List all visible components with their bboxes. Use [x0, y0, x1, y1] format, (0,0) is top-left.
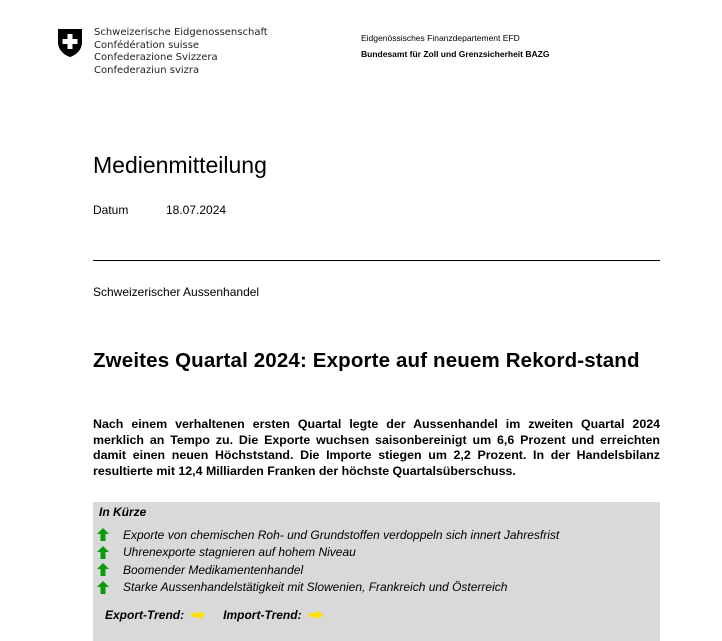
export-trend-label: Export-Trend:: [105, 608, 185, 622]
list-item: [97, 526, 559, 544]
confederation-name-it: Confederazione Svizzera: [94, 52, 218, 63]
date-label: Datum: [93, 203, 129, 217]
list-item: [97, 544, 559, 562]
green-up-arrow-icon: [97, 528, 109, 541]
topic-line: Schweizerischer Aussenhandel: [93, 285, 260, 299]
confederation-name-de: Schweizerische Eidgenossenschaft: [94, 27, 268, 38]
department-name: Eidgenössisches Finanzdepartement EFD: [361, 33, 520, 43]
import-trend-label: Import-Trend:: [223, 608, 302, 622]
confederation-name-fr: Confédération suisse: [94, 39, 200, 51]
date-value: 18.07.2024: [166, 203, 227, 217]
lead-paragraph: Nach einem verhaltenen ersten Quartal legte der Aussenhandel im zweiten Quartal 2024 merklich an Tempo zu. Die Exporte wuchsen saisonbereinigt um 6,6 Prozent und erreichten damit einen neuen Höchststand. Die Importe stiegen um 2,2 Prozent. In der Handelsbilanz resultierte mit 12,4 Milliarden Franken der höchste Quartalsüberschuss.: [93, 417, 660, 478]
confederation-name-rm: Confederaziun svizra: [94, 64, 200, 76]
list-item: [97, 579, 559, 597]
date-row: [93, 203, 227, 217]
list-item-text: Exporte von chemischen Roh- und Grundstoffen verdoppeln sich innert Jahresfrist: [123, 527, 560, 542]
list-item-text: Starke Aussenhandelstätigkeit mit Slowenien, Frankreich und Österreich: [123, 580, 508, 595]
trend-row: [105, 608, 341, 622]
green-up-arrow-icon: [97, 563, 109, 576]
summary-box: [93, 502, 660, 641]
list-item: [97, 561, 559, 579]
yellow-right-arrow-icon: [309, 610, 323, 620]
summary-heading: In Kürze: [99, 505, 147, 519]
yellow-right-arrow-icon: [191, 610, 205, 620]
confederation-names: [94, 27, 268, 77]
document-type-title: Medienmitteilung: [93, 152, 267, 178]
swiss-crest-icon: [57, 28, 83, 58]
list-item-text: Boomender Medikamentenhandel: [123, 562, 304, 577]
divider-line: [93, 260, 660, 261]
green-up-arrow-icon: [97, 581, 109, 594]
green-up-arrow-icon: [97, 546, 109, 559]
department-block: [361, 30, 549, 62]
office-name: Bundesamt für Zoll und Grenzsicherheit BAZG: [361, 49, 550, 59]
summary-list: [97, 526, 559, 596]
headline: Zweites Quartal 2024: Exporte auf neuem Rekord-stand: [93, 349, 640, 372]
list-item-text: Uhrenexporte stagnieren auf hohem Niveau: [123, 545, 356, 560]
